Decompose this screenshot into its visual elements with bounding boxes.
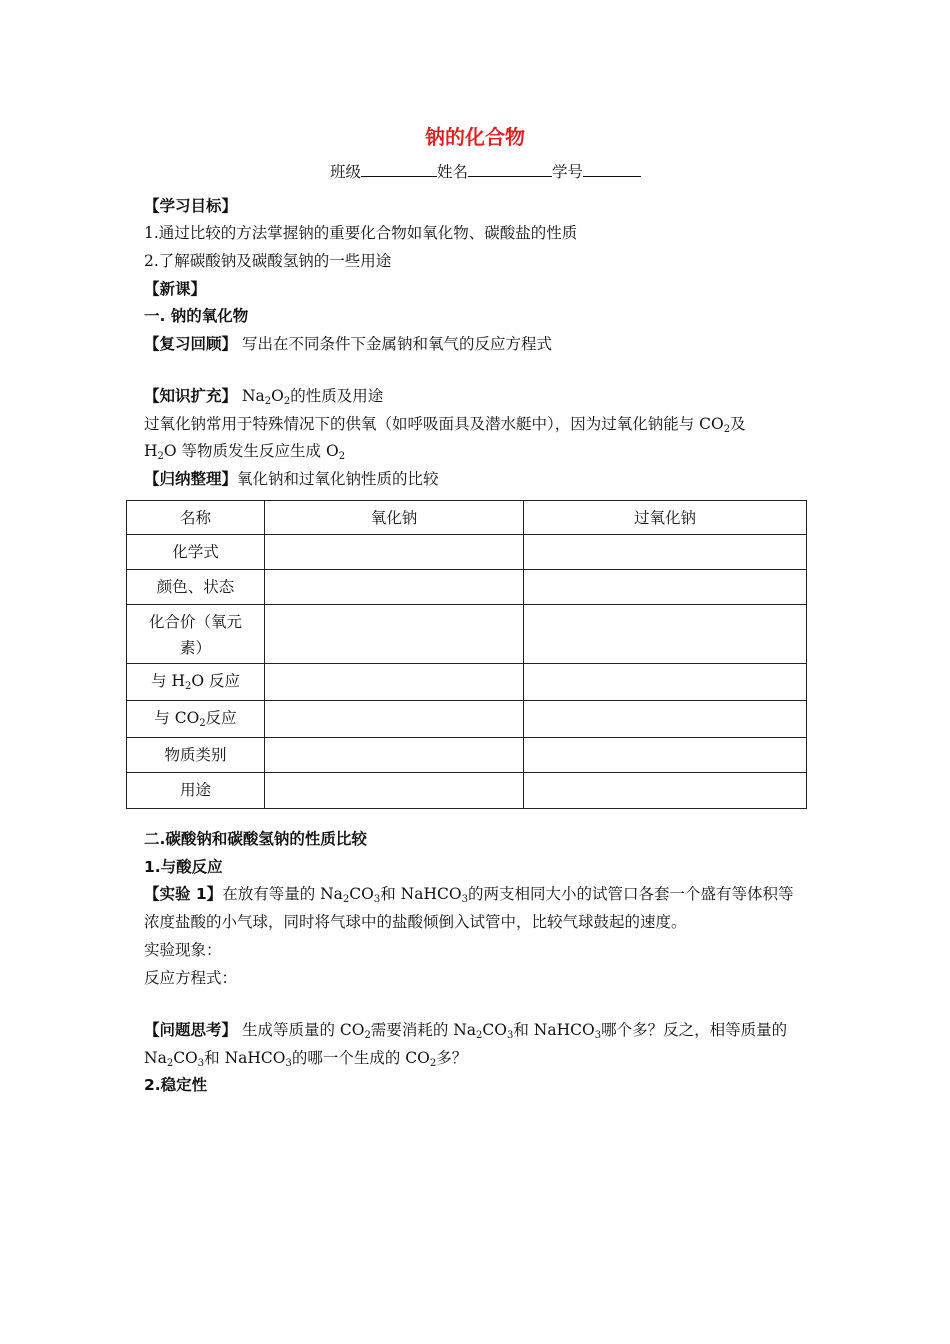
experiment-text: 和 NaHCO (380, 885, 462, 903)
section2-sub1: 1.与酸反应 (144, 858, 223, 876)
section1-heading: 一. 钠的氧化物 (144, 307, 249, 325)
summary-text: 氧化钠和过氧化钠性质的比较 (237, 470, 439, 488)
question-text: 生成等质量的 CO (237, 1021, 365, 1039)
equation-label: 反应方程式： (144, 969, 238, 987)
row-label-text: 反应 (205, 709, 237, 727)
row-label-line: 素） (179, 639, 211, 657)
extension-text: 的性质及用途 (290, 387, 384, 405)
row-label-text: 与 CO (154, 709, 200, 727)
row-label (127, 664, 265, 701)
row-label: 用途 (127, 773, 265, 809)
header-sodium-oxide: 氧化钠 (265, 501, 524, 535)
goals-heading: 【学习目标】 (144, 197, 238, 215)
summary-label: 【归纳整理】 (144, 470, 238, 488)
experiment-label: 【实验 1】 (144, 885, 223, 903)
row-label: 颜色、状态 (127, 570, 265, 605)
extension-label: 【知识扩充】 (144, 387, 238, 405)
table-row (127, 535, 807, 570)
subscript: 2 (184, 681, 192, 692)
question-text: Na (144, 1049, 167, 1067)
class-label: 班级 (330, 163, 362, 181)
name-label: 姓名 (437, 163, 469, 181)
answer-cell[interactable] (265, 605, 524, 664)
table-row (127, 738, 807, 773)
row-label: 化学式 (127, 535, 265, 570)
answer-cell[interactable] (265, 535, 524, 570)
answer-cell[interactable] (524, 570, 807, 605)
subscript: 2 (338, 451, 346, 462)
answer-cell[interactable] (265, 570, 524, 605)
row-label-text: O 反应 (191, 672, 240, 690)
question-line-1 (144, 1020, 787, 1046)
goal-item-2: 2.了解碳酸钠及碳酸氢钠的一些用途 (144, 252, 392, 270)
experiment-text: 在放有等量的 Na (222, 885, 343, 903)
question-text: 的哪一个生成的 CO (291, 1049, 430, 1067)
summary-line (144, 469, 439, 489)
subscript: 2 (264, 396, 272, 407)
extension-text: Na (237, 387, 265, 405)
student-info-line (330, 162, 641, 182)
subscript: 2 (723, 424, 731, 435)
subscript: 2 (283, 396, 291, 407)
paragraph-text: 及 (730, 415, 746, 433)
phenomenon-label: 实验现象： (144, 941, 222, 959)
question-line-2 (144, 1048, 467, 1074)
question-text: 和 NaHCO (204, 1049, 286, 1067)
row-label-text: 与 H (151, 672, 185, 690)
review-line (144, 334, 552, 354)
subscript: 2 (166, 1058, 174, 1069)
section2-sub2: 2.稳定性 (144, 1076, 208, 1094)
header-name: 名称 (127, 501, 265, 535)
header-sodium-peroxide: 过氧化钠 (524, 501, 807, 535)
answer-cell[interactable] (524, 738, 807, 773)
extension-text: O (271, 387, 284, 405)
question-text: 和 NaHCO (513, 1021, 595, 1039)
subscript: 3 (285, 1058, 292, 1069)
table-row (127, 701, 807, 738)
paragraph-line-2 (144, 441, 345, 467)
row-label-line: 化合价（氧元 (148, 613, 242, 631)
answer-cell[interactable] (265, 664, 524, 701)
subscript: 3 (373, 894, 381, 905)
answer-cell[interactable] (524, 605, 807, 664)
subscript: 2 (364, 1030, 371, 1041)
subscript: 3 (594, 1030, 602, 1041)
page-title: 钠的化合物 (425, 125, 525, 149)
subscript: 2 (476, 1030, 483, 1041)
experiment-text: 的两支相同大小的试管口各套一个盛有等体积等 (467, 885, 794, 903)
question-text: CO (173, 1049, 198, 1067)
table-header-row (127, 501, 807, 535)
name-blank[interactable] (468, 162, 552, 177)
experiment-line-1 (144, 884, 793, 910)
id-label: 学号 (552, 163, 584, 181)
answer-cell[interactable] (265, 701, 524, 738)
subscript: 3 (461, 894, 468, 905)
class-blank[interactable] (361, 162, 437, 177)
experiment-line-2: 浓度盐酸的小气球，同时将气球中的盐酸倾倒入试管中，比较气球鼓起的速度。 (144, 913, 687, 931)
question-text: CO (482, 1021, 507, 1039)
table-row (127, 773, 807, 809)
answer-cell[interactable] (524, 701, 807, 738)
answer-cell[interactable] (265, 773, 524, 809)
subscript: 3 (197, 1058, 205, 1069)
new-lesson-heading: 【新课】 (144, 280, 207, 298)
table-row (127, 570, 807, 605)
row-label (127, 605, 265, 664)
extension-line (144, 386, 383, 412)
row-label (127, 701, 265, 738)
paragraph-line-1 (144, 414, 746, 440)
section2-heading: 二.碳酸钠和碳酸氢钠的性质比较 (144, 830, 367, 848)
id-blank[interactable] (583, 162, 641, 177)
subscript: 2 (199, 718, 206, 729)
subscript: 2 (429, 1058, 437, 1069)
comparison-table (126, 500, 807, 809)
subscript: 2 (342, 894, 350, 905)
subscript: 3 (507, 1030, 514, 1041)
answer-cell[interactable] (524, 773, 807, 809)
row-label: 物质类别 (127, 738, 265, 773)
answer-cell[interactable] (524, 535, 807, 570)
review-text: 写出在不同条件下金属钠和氧气的反应方程式 (237, 335, 552, 353)
paragraph-text: O 等物质发生反应生成 O (163, 442, 339, 460)
paragraph-text: 过氧化钠常用于特殊情况下的供氧（如呼吸面具及潜水艇中），因为过氧化钠能与 CO (144, 415, 724, 433)
question-text: 需要消耗的 Na (370, 1021, 477, 1039)
question-text: 多？ (436, 1049, 468, 1067)
experiment-text: CO (349, 885, 374, 903)
question-label: 【问题思考】 (144, 1021, 238, 1039)
question-text: 哪个多？反之，相等质量的 (601, 1021, 788, 1039)
table-row (127, 664, 807, 701)
answer-cell[interactable] (524, 664, 807, 701)
review-label: 【复习回顾】 (144, 335, 238, 353)
answer-cell[interactable] (265, 738, 524, 773)
table-row (127, 605, 807, 664)
goal-item-1: 1.通过比较的方法掌握钠的重要化合物如氧化物、碳酸盐的性质 (144, 224, 578, 242)
paragraph-text: H (144, 442, 158, 460)
subscript: 2 (157, 451, 164, 462)
